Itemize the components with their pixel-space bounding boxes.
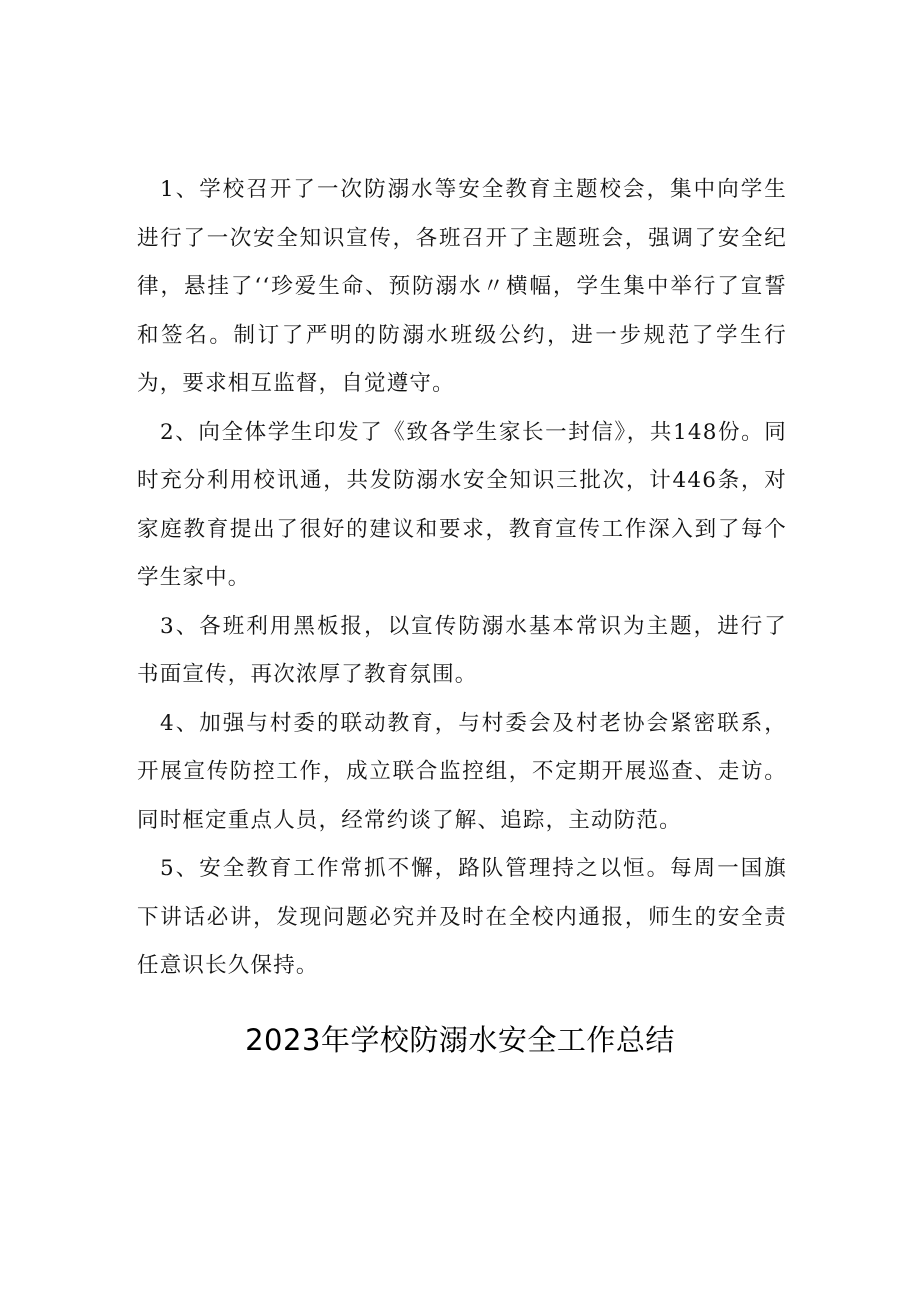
- paragraph-4: 4、加强与村委的联动教育，与村委会及村老协会紧密联系，开展宣传防控工作，成立联合监控组，不定期开展巡查、走访。同时框定重点人员，经常约谈了解、追踪，主动防范。: [137, 710, 787, 833]
- paragraph-3: 3、各班利用黑板报，以宣传防溺水基本常识为主题，进行了书面宣传，再次浓厚了教育氛围。: [137, 613, 787, 687]
- paragraph-1: 1、学校召开了一次防溺水等安全教育主题校会，集中向学生进行了一次安全知识宣传，各班召开了主题班会，强调了安全纪律，悬挂了‘‘珍爱生命、预防溺水〃横幅，学生集中举行了宣誓和签名。制订了严明的防溺水班级公约，进一步规范了学生行为，要求相互监督，自觉遵守。: [137, 177, 787, 396]
- paragraph-5: 5、安全教育工作常抓不懈，路队管理持之以恒。每周一国旗下讲话必讲，发现问题必究并及时在全校内通报，师生的安全责任意识长久保持。: [137, 856, 787, 978]
- document-body: [137, 166, 787, 991]
- document-title: 2023年学校防溺水安全工作总结: [245, 1023, 675, 1057]
- paragraph-2: 2、向全体学生印发了《致各学生家长一封信》，共148份。同时充分利用校讯通，共发防溺水安全知识三批次，计446条，对家庭教育提出了很好的建议和要求，教育宣传工作深入到了每个学生家中。: [137, 419, 787, 590]
